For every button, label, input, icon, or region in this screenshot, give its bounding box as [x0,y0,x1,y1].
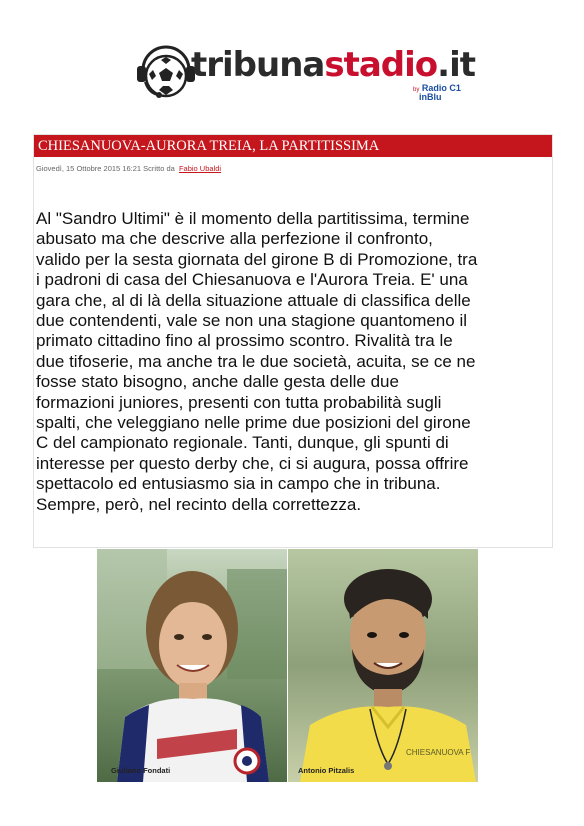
body-line: gara che, al di là della situazione attuale di classifica delle [36,290,471,310]
article-date: Giovedì, 15 Ottobre 2015 16:21 Scritto da [36,164,175,173]
body-line: due contendenti, vale se non una stagione quantomeno il [36,311,467,331]
radio-partner: by Radio C1 [413,83,461,93]
body-line: abusato ma che descrive alla perfezione il confronto, [36,229,433,249]
portrait-illustration [97,549,287,782]
photo-caption: Antonio Pitzalis [298,766,355,775]
body-line: spettacolo ed entusiasmo sia in campo che in tribuna. [36,474,441,494]
shirt-text: CHIESANUOVA F [406,748,471,757]
body-line: primato cittadino fino al prossimo scontro. Rivalità tra le [36,331,453,351]
photo-caption: Giuliano Fondati [111,766,171,775]
portrait-illustration [288,549,478,782]
article-meta [36,164,221,173]
body-line: fosse stato bisogno, anche dalle gesta delle due [36,372,399,392]
body-line: Sempre, però, nel recinto della correttezza. [36,494,362,514]
article-title-bar [34,135,552,157]
body-line: spalti, che veleggiano nelle prime due posizioni del girone [36,413,471,433]
article [33,134,553,548]
radio-partner-inblu: inBlu [419,92,442,102]
body-line: valido per la sesta giornata del girone B di Promozione, tra [36,249,478,269]
soccer-ball-headset-icon [135,40,197,102]
body-line: formazioni juniores, presenti con tutta probabilità sugli [36,392,442,412]
brand-wordmark: tribunastadio.it [191,45,475,85]
author-link[interactable]: Fabio Ubaldi [178,164,222,173]
article-title[interactable]: CHIESANUOVA-AURORA TREIA, LA PARTITISSIMA [38,138,380,154]
body-line: i padroni di casa del Chiesanuova e l'Aurora Treia. E' una [36,270,468,290]
body-line: interesse per questo derby che, ci si augura, possa offrire [36,453,469,473]
photo-giuliano-fondati [97,549,287,782]
body-line: C del campionato regionale. Tanti, dunque, gli spunti di [36,433,449,453]
photo-antonio-pitzalis [288,549,478,782]
body-line: Al "Sandro Ultimi" è il momento della partitissima, termine [36,209,470,228]
article-body [36,209,550,515]
site-logo[interactable] [135,38,480,102]
body-line: due tifoserie, ma anche tra le due società, acuita, se ce ne [36,351,476,371]
